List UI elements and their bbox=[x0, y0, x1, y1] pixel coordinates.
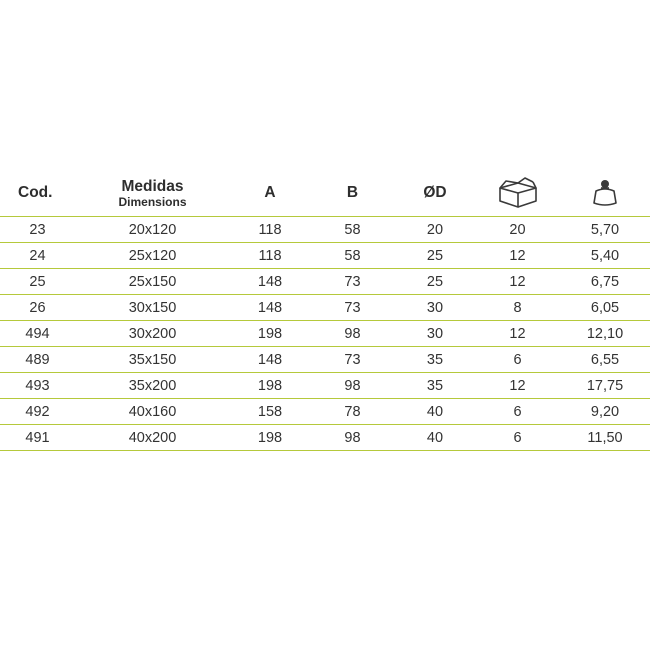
cell-medidas: 25x150 bbox=[128, 273, 177, 290]
cell-weight: 12,10 bbox=[586, 325, 624, 342]
cell-cod: 24 bbox=[29, 247, 46, 264]
cell-b: 98 bbox=[344, 377, 361, 394]
header-medidas-label: Medidas bbox=[121, 177, 184, 195]
cell-weight: 9,20 bbox=[590, 403, 620, 420]
cell-cod: 492 bbox=[25, 403, 50, 420]
cell-box-quantity: 12 bbox=[509, 377, 526, 394]
cell-b: 73 bbox=[344, 299, 361, 316]
cell-cod: 26 bbox=[29, 299, 46, 316]
cell-a: 198 bbox=[257, 429, 283, 446]
cell-diameter: 25 bbox=[426, 273, 444, 290]
cell-box-quantity: 12 bbox=[509, 273, 526, 290]
cell-a: 158 bbox=[257, 403, 283, 420]
header-medidas bbox=[75, 178, 230, 209]
table-header-row bbox=[0, 170, 650, 217]
cell-a: 148 bbox=[257, 351, 283, 368]
cell-a: 118 bbox=[258, 247, 282, 264]
cell-a: 198 bbox=[257, 377, 283, 394]
cell-box-quantity: 8 bbox=[513, 299, 522, 316]
box-icon bbox=[475, 176, 560, 210]
table-row bbox=[0, 399, 650, 425]
cell-medidas: 25x120 bbox=[128, 247, 177, 264]
product-spec-table bbox=[0, 170, 650, 451]
header-cod: Cod. bbox=[18, 184, 53, 201]
cell-weight: 5,40 bbox=[590, 247, 620, 264]
cell-diameter: 25 bbox=[426, 247, 444, 264]
table-row bbox=[0, 295, 650, 321]
cell-box-quantity: 12 bbox=[509, 325, 526, 342]
cell-a: 118 bbox=[258, 221, 282, 238]
cell-weight: 6,05 bbox=[590, 299, 620, 316]
cell-b: 78 bbox=[344, 403, 361, 420]
cell-weight: 17,75 bbox=[586, 377, 624, 394]
cell-weight: 5,70 bbox=[590, 221, 620, 238]
cell-box-quantity: 6 bbox=[513, 351, 522, 368]
cell-medidas: 20x120 bbox=[128, 221, 177, 238]
cell-diameter: 35 bbox=[426, 351, 444, 368]
cell-diameter: 40 bbox=[426, 429, 444, 446]
cell-cod: 23 bbox=[29, 221, 46, 238]
cell-diameter: 40 bbox=[426, 403, 444, 420]
table-row bbox=[0, 373, 650, 399]
header-a: A bbox=[264, 184, 276, 201]
cell-box-quantity: 6 bbox=[513, 403, 522, 420]
table-row bbox=[0, 425, 650, 451]
cell-cod: 491 bbox=[25, 429, 50, 446]
cell-box-quantity: 20 bbox=[509, 221, 526, 238]
header-b: B bbox=[346, 184, 359, 201]
cell-weight: 6,75 bbox=[590, 273, 620, 290]
cell-diameter: 30 bbox=[426, 299, 444, 316]
cell-cod: 494 bbox=[25, 325, 50, 342]
cell-cod: 489 bbox=[25, 351, 50, 368]
cell-medidas: 30x200 bbox=[128, 325, 177, 342]
table-row bbox=[0, 243, 650, 269]
cell-b: 73 bbox=[344, 273, 361, 290]
cell-a: 148 bbox=[257, 273, 283, 290]
cell-b: 58 bbox=[344, 221, 361, 238]
cell-medidas: 30x150 bbox=[128, 299, 177, 316]
table-row bbox=[0, 269, 650, 295]
header-diameter: ØD bbox=[423, 184, 447, 201]
cell-diameter: 20 bbox=[426, 221, 444, 238]
cell-medidas: 40x160 bbox=[128, 403, 177, 420]
table-row bbox=[0, 217, 650, 243]
header-dimensions-label: Dimensions bbox=[118, 194, 187, 209]
cell-medidas: 35x200 bbox=[128, 377, 177, 394]
cell-b: 98 bbox=[344, 325, 361, 342]
cell-medidas: 35x150 bbox=[128, 351, 177, 368]
cell-a: 198 bbox=[257, 325, 283, 342]
table-row bbox=[0, 321, 650, 347]
table-row bbox=[0, 347, 650, 373]
table-body bbox=[0, 217, 650, 451]
cell-weight: 11,50 bbox=[587, 429, 623, 446]
cell-a: 148 bbox=[257, 299, 283, 316]
cell-b: 98 bbox=[344, 429, 361, 446]
cell-box-quantity: 6 bbox=[513, 429, 522, 446]
cell-diameter: 30 bbox=[426, 325, 444, 342]
cell-cod: 493 bbox=[25, 377, 50, 394]
cell-box-quantity: 12 bbox=[509, 247, 526, 264]
cell-b: 58 bbox=[344, 247, 361, 264]
cell-weight: 6,55 bbox=[590, 351, 620, 368]
cell-diameter: 35 bbox=[426, 377, 444, 394]
cell-medidas: 40x200 bbox=[128, 429, 177, 446]
weight-icon bbox=[560, 177, 650, 209]
cell-cod: 25 bbox=[29, 273, 46, 290]
cell-b: 73 bbox=[344, 351, 361, 368]
